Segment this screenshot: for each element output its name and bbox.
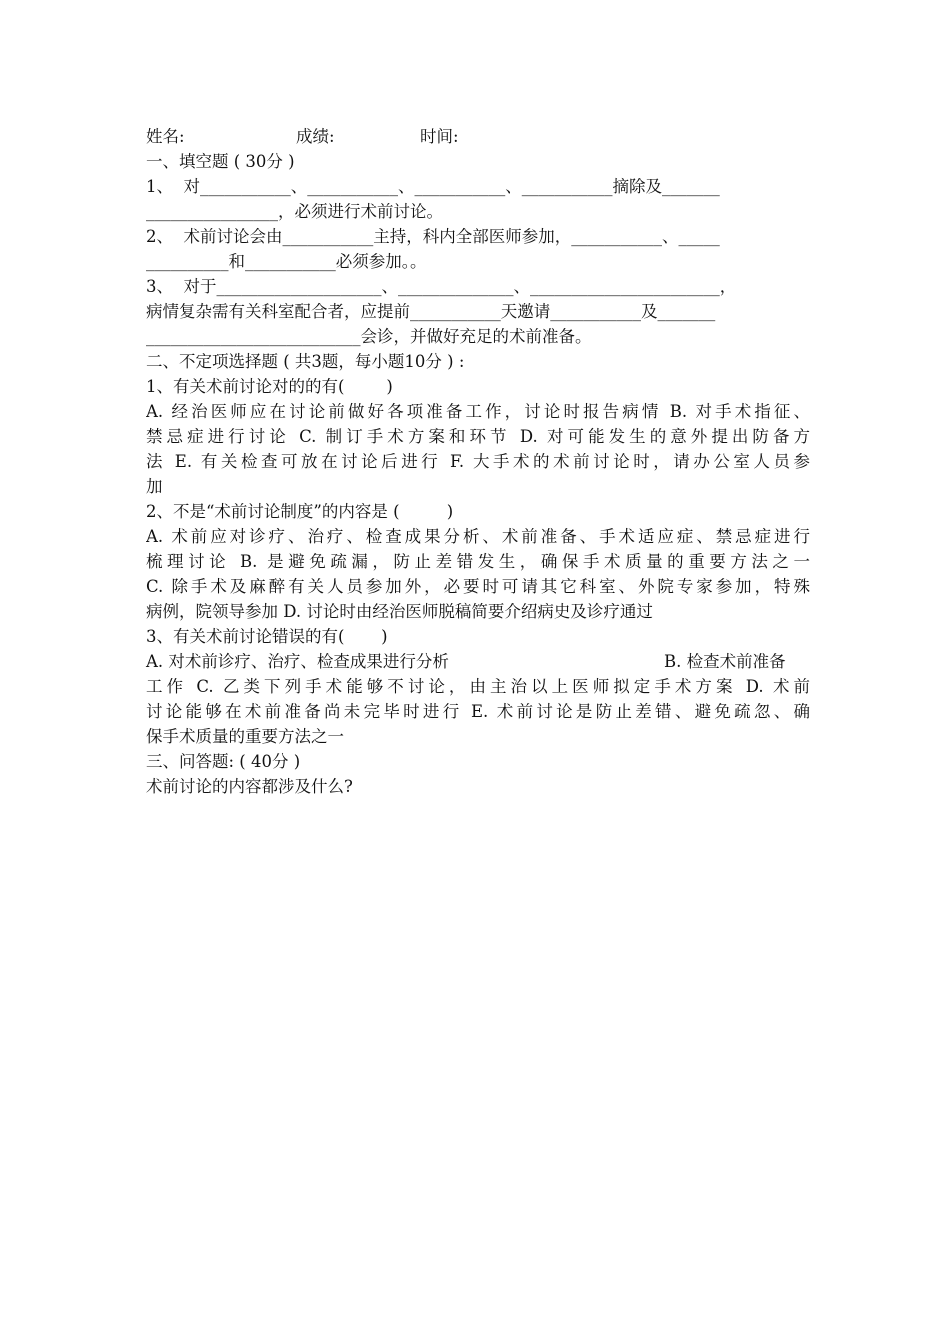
choice-q3-option-a: A. 对术前诊疗、治疗、检查成果进行分析: [146, 652, 449, 671]
choice-q2-options-line4: 病例，院领导参加 D. 讨论时由经治医师脱稿简要介绍病史及诊疗通过: [146, 602, 653, 621]
choice-q2-options-line1: A. 术前应对诊疗、治疗、检查成果分析、术前准备、手术适应症、禁忌症进行: [146, 527, 810, 546]
choice-q3-options-line2: 工作 C. 乙类下列手术能够不讨论，由主治以上医师拟定手术方案 D. 术前: [146, 677, 810, 696]
choice-q3-options-line4: 保手术质量的重要方法之一: [146, 727, 344, 746]
score-label: 成绩:: [296, 127, 335, 146]
choice-q3-options-line1: [146, 649, 810, 674]
fill-in-q2-line1: 2、 术前讨论会由___________主持，科内全部医师参加，___________、_____: [146, 227, 720, 246]
name-label: 姓名:: [146, 127, 185, 146]
choice-q3-stem: 3、有关术前讨论错误的有( ): [146, 627, 388, 646]
fill-in-q3-line2: 病情复杂需有关科室配合者，应提前___________天邀请___________及_______: [146, 302, 716, 321]
fill-in-q1-line1: 1、 对___________、___________、___________、___________摘除及_______: [146, 177, 720, 196]
fill-in-q1-line2: ________________，必须进行术前讨论。: [146, 202, 443, 221]
choice-q1-options-line1: A. 经治医师应在讨论前做好各项准备工作，讨论时报告病情 B. 对手术指征、: [146, 402, 810, 421]
choice-q3-options-line3: 讨论能够在术前准备尚未完毕时进行 E. 术前讨论是防止差错、避免疏忽、确: [146, 702, 810, 721]
exam-page: [146, 124, 810, 799]
section-title-essay: 三、问答题: ( 40分 ): [146, 752, 301, 771]
time-label: 时间:: [420, 127, 459, 146]
choice-q1-options-line2: 禁忌症进行讨论 C. 制订手术方案和环节 D. 对可能发生的意外提出防备方: [146, 427, 810, 446]
choice-q1-options-line4: 加: [146, 477, 163, 496]
choice-q2-stem: 2、不是“术前讨论制度”的内容是 ( ): [146, 502, 454, 521]
essay-question: 术前讨论的内容都涉及什么?: [146, 777, 353, 796]
section-title-fill-in: 一、填空题 ( 30分 ): [146, 152, 295, 171]
fill-in-q3-line3: __________________________会诊，并做好充足的术前准备。: [146, 327, 592, 346]
choice-q2-options-line3: C. 除手术及麻醉有关人员参加外，必要时可请其它科室、外院专家参加，特殊: [146, 577, 810, 596]
choice-q1-options-line3: 法 E. 有关检查可放在讨论后进行 F. 大手术的术前讨论时，请办公室人员参: [146, 452, 810, 471]
choice-q1-stem: 1、有关术前讨论对的的有( ): [146, 377, 393, 396]
fill-in-q3-line1: 3、 对于____________________、______________、_______________________，: [146, 277, 737, 296]
exam-header: [146, 124, 810, 149]
choice-q2-options-line2: 梳理讨论 B. 是避免疏漏，防止差错发生，确保手术质量的重要方法之一: [146, 552, 810, 571]
section-title-multiple-choice: 二、不定项选择题 ( 共3题，每小题10分 ) :: [146, 352, 465, 371]
fill-in-q2-line2: __________和___________必须参加。。: [146, 252, 427, 271]
choice-q3-option-b: B. 检查术前准备: [664, 652, 786, 671]
